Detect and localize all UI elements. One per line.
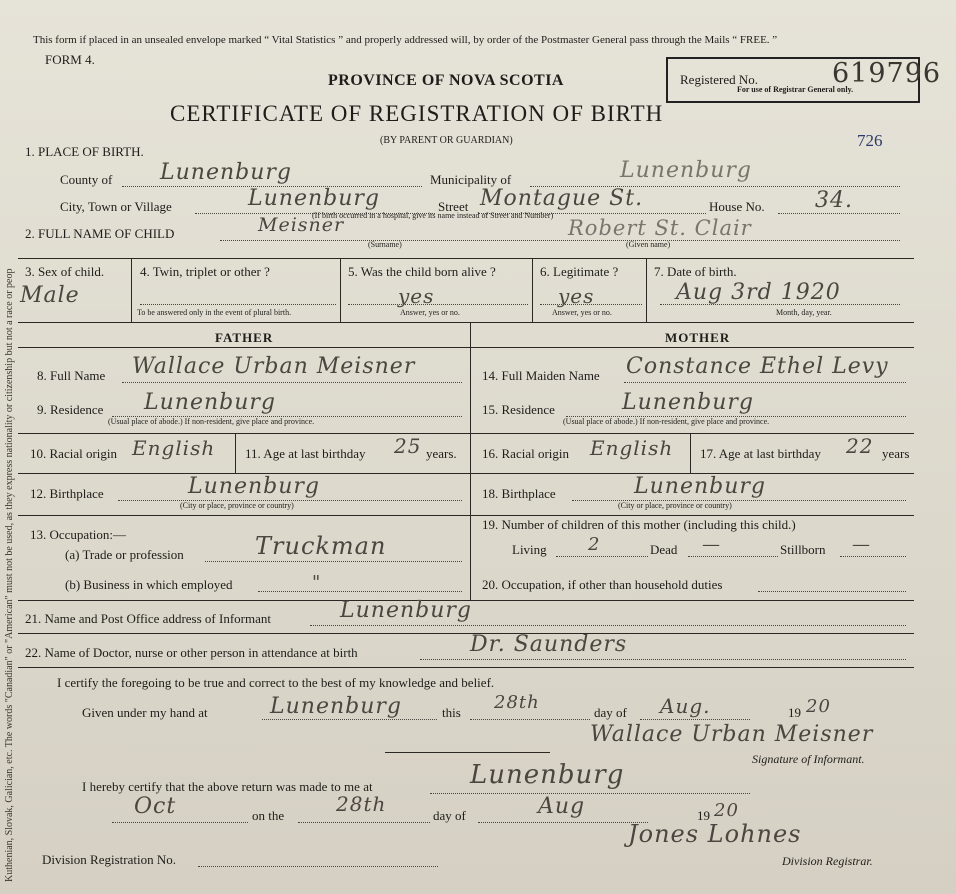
- city-label: City, Town or Village: [60, 199, 172, 214]
- mother-birthplace-note: (City or place, province or country): [618, 501, 732, 510]
- province-heading: PROVINCE OF NOVA SCOTIA: [328, 72, 564, 89]
- registrar-year-prefix: 19: [697, 808, 710, 823]
- registrar-left-mark: Oct: [134, 794, 177, 819]
- born-alive-note: Answer, yes or no.: [400, 308, 460, 317]
- doctor-label: 22. Name of Doctor, nurse or other person in attendance at birth: [25, 645, 358, 660]
- house-number-label: House No.: [709, 199, 765, 214]
- children-count-label: 19. Number of children of this mother (including this child.): [482, 517, 796, 532]
- twin-note: To be answered only in the event of plural birth.: [137, 308, 292, 317]
- given-year-value: 20: [806, 696, 831, 717]
- mother-age-label: 17. Age at last birthday: [700, 446, 821, 461]
- this-label: this: [442, 705, 461, 720]
- registrar-day-of-label: day of: [433, 808, 466, 823]
- registrar-certify-text: I hereby certify that the above return was made to me at: [82, 779, 373, 794]
- county-label: County of: [60, 172, 113, 187]
- father-racial-origin-label: 10. Racial origin: [30, 446, 118, 461]
- municipality-label: Municipality of: [430, 172, 512, 187]
- day-of-label: day of: [594, 705, 627, 720]
- place-of-birth-heading: 1. PLACE OF BIRTH.: [25, 144, 144, 159]
- father-occupation-label: 13. Occupation:—: [30, 527, 127, 542]
- sex-value: Male: [20, 283, 80, 308]
- page-subtitle: (BY PARENT OR GUARDIAN): [380, 135, 513, 146]
- father-business-label: (b) Business in which employed: [65, 577, 233, 592]
- father-residence-label: 9. Residence: [37, 402, 104, 417]
- mother-residence-label: 15. Residence: [482, 402, 555, 417]
- legitimate-value: yes: [558, 284, 595, 308]
- street-label: Street: [438, 199, 469, 214]
- division-registration-label: Division Registration No.: [42, 852, 176, 867]
- doctor-value: Dr. Saunders: [470, 632, 628, 657]
- registrar-month-value: Aug: [538, 794, 586, 819]
- date-of-birth-note: Month, day, year.: [776, 308, 832, 317]
- father-business-value: ": [312, 572, 322, 593]
- sex-label: 3. Sex of child.: [25, 264, 105, 279]
- mother-residence-note: (Usual place of abode.) If non-resident, give place and province.: [563, 417, 770, 426]
- mother-age-value: 22: [846, 434, 874, 458]
- given-year-prefix: 19: [788, 705, 801, 720]
- father-age-value: 25: [394, 434, 422, 458]
- mother-racial-origin-label: 16. Racial origin: [482, 446, 570, 461]
- registered-number-value: 619796: [832, 58, 942, 89]
- hospital-note: (If birth occurred in a hospital, give its name instead of Street and Number): [312, 211, 554, 220]
- municipality-value: Lunenburg: [620, 158, 752, 183]
- page-title: CERTIFICATE OF REGISTRATION OF BIRTH: [170, 101, 664, 126]
- surname-caption: (Surname): [368, 240, 402, 249]
- father-years-label: years.: [426, 446, 457, 461]
- mother-years-label: years: [882, 446, 910, 461]
- informant-signature-caption: Signature of Informant.: [752, 752, 865, 766]
- registered-label: Registered No.: [680, 72, 758, 87]
- father-birthplace-value: Lunenburg: [188, 474, 320, 499]
- registrar-place-value: Lunenburg: [470, 760, 625, 790]
- mother-name-label: 14. Full Maiden Name: [482, 368, 600, 383]
- mother-birthplace-label: 18. Birthplace: [482, 486, 556, 501]
- street-value: Montague St.: [480, 186, 644, 211]
- child-surname-value: Meisner: [258, 214, 345, 236]
- living-value: 2: [588, 534, 601, 555]
- corner-number: 726: [857, 131, 883, 150]
- given-under-label: Given under my hand at: [82, 705, 208, 720]
- living-label: Living: [512, 542, 547, 557]
- father-trade-value: Truckman: [255, 532, 387, 560]
- registrar-day-value: 28th: [336, 792, 387, 816]
- mother-racial-origin-value: English: [590, 436, 674, 460]
- father-name-value: Wallace Urban Meisner: [132, 354, 416, 379]
- mother-birthplace-value: Lunenburg: [634, 474, 766, 499]
- house-number-value: 34.: [815, 188, 853, 213]
- father-age-label: 11. Age at last birthday: [245, 446, 366, 461]
- child-name-label: 2. FULL NAME OF CHILD: [25, 226, 175, 241]
- registrar-year-value: 20: [714, 800, 739, 821]
- father-heading: FATHER: [215, 330, 274, 345]
- mother-residence-value: Lunenburg: [622, 390, 754, 415]
- registrar-signature: Jones Lohnes: [628, 820, 802, 848]
- dead-label: Dead: [650, 542, 678, 557]
- born-alive-label: 5. Was the child born alive ?: [348, 264, 496, 279]
- on-the-label: on the: [252, 808, 285, 823]
- father-birthplace-note: (City or place, province or country): [180, 501, 294, 510]
- mother-occupation-label: 20. Occupation, if other than household duties: [482, 577, 723, 592]
- father-trade-label: (a) Trade or profession: [65, 547, 184, 562]
- given-name-caption: (Given name): [626, 240, 671, 249]
- county-value: Lunenburg: [160, 160, 292, 185]
- informant-certify-text: I certify the foregoing to be true and correct to the best of my knowledge and belief.: [57, 675, 495, 690]
- legitimate-note: Answer, yes or no.: [552, 308, 612, 317]
- legitimate-label: 6. Legitimate ?: [540, 264, 619, 279]
- child-given-name-value: Robert St. Clair: [568, 216, 752, 240]
- mother-heading: MOTHER: [665, 330, 731, 345]
- father-birthplace-label: 12. Birthplace: [30, 486, 104, 501]
- form-number: FORM 4.: [45, 52, 95, 67]
- stillborn-label: Stillborn: [780, 542, 826, 557]
- informant-signature: Wallace Urban Meisner: [590, 722, 874, 747]
- registrar-signature-caption: Division Registrar.: [782, 854, 873, 868]
- twin-label: 4. Twin, triplet or other ?: [140, 264, 270, 279]
- informant-address-label: 21. Name and Post Office address of Informant: [25, 611, 271, 626]
- date-of-birth-value: Aug 3rd 1920: [676, 280, 841, 305]
- dead-value: —: [702, 534, 721, 555]
- informant-address-value: Lunenburg: [340, 598, 472, 623]
- father-residence-note: (Usual place of abode.) If non-resident, give place and province.: [108, 417, 315, 426]
- father-racial-origin-value: English: [132, 436, 216, 460]
- registered-note: For use of Registrar General only.: [737, 85, 854, 94]
- stillborn-value: —: [852, 534, 871, 555]
- mother-name-value: Constance Ethel Levy: [626, 354, 889, 379]
- date-of-birth-label: 7. Date of birth.: [654, 264, 737, 279]
- side-margin-text: Kuthenian, Slovak, Galician, etc. The words "Canadian" or "American" must not be used, as they express nationality or citizenship but not a race or peop: [4, 268, 15, 882]
- given-month-value: Aug.: [660, 694, 711, 718]
- mailing-notice: This form if placed in an unsealed envelope marked “ Vital Statistics ” and properly addressed will, by order of the Postmaster General pass through the Mails “ FREE. ”: [33, 34, 778, 46]
- born-alive-value: yes: [398, 284, 435, 308]
- given-day-value: 28th: [494, 692, 540, 713]
- city-value: Lunenburg: [248, 186, 380, 211]
- given-place-value: Lunenburg: [270, 694, 402, 719]
- father-name-label: 8. Full Name: [37, 368, 106, 383]
- father-residence-value: Lunenburg: [144, 390, 276, 415]
